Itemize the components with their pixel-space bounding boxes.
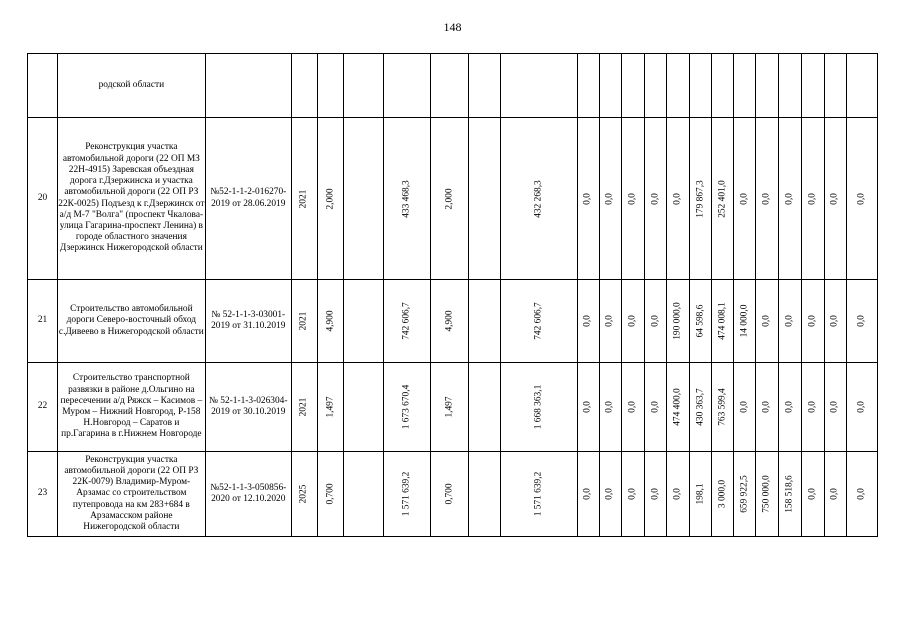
year-value [712,280,734,363]
year-value [667,280,690,363]
commissioning-year [291,280,317,363]
expertise-document: №52-1-1-3-050856-2020 от 12.10.2020 [205,452,291,537]
year-value-text: 0,0 [761,192,772,205]
year-value [667,363,690,452]
year-value-text: 0,0 [784,192,795,205]
year-value [690,280,712,363]
year-value [667,452,690,537]
program-table [27,53,878,537]
row-number: 22 [28,363,58,452]
year-value-text: 474 008,1 [717,302,728,340]
year-value [599,452,621,537]
length-km-2 [431,452,469,537]
year-value-text: 0,0 [649,315,660,327]
table-row [28,118,878,280]
year-value [801,118,824,280]
year-value [690,452,712,537]
total-cost [384,363,431,452]
year-value-text: 179 867,3 [695,179,706,218]
year-value [734,452,756,537]
year-value-text: 252 401,0 [717,179,728,218]
length-km-2 [431,118,469,280]
year-value [621,118,644,280]
object-description: Строительство транспортной развязки в районе д.Ольгино на пересечении а/д Ряжск – Касимов – Муром – Нижний Новгород, Р-158 Н.Новгород – Саратов и пр.Гагарина в г.Нижнем Новгороде [58,363,206,452]
year-value [824,280,846,363]
length-km-2-text: 0,700 [444,483,455,505]
year-value [734,280,756,363]
commissioning-year [291,118,317,280]
total-cost-text: 1 673 670,4 [401,384,412,430]
year-value-text: 0,0 [627,192,638,205]
commissioning-year-text: 2021 [298,311,309,331]
length-km-2-text: 4,900 [444,310,455,332]
year-value-text: 0,0 [649,192,660,205]
financing-total [500,452,577,537]
empty-cell [344,363,384,452]
year-value-text: 198,1 [695,483,706,505]
table-row [28,363,878,452]
empty-cell [469,452,500,537]
year-value-text: 0,0 [604,401,615,413]
year-value [577,118,599,280]
year-value [734,118,756,280]
year-value-text: 0,0 [806,315,817,327]
year-value [846,363,877,452]
length-km-2 [431,280,469,363]
year-value-text: 0,0 [806,192,817,205]
total-cost [384,452,431,537]
year-value-text: 0,0 [649,488,660,500]
commissioning-year-text: 2025 [298,484,309,504]
year-value [712,118,734,280]
year-value [690,118,712,280]
financing-total-text: 742 606,7 [533,302,544,340]
year-value-text: 0,0 [582,192,593,205]
financing-total [500,118,577,280]
object-description: Реконструкция участка автомобильной дороги (22 ОП РЗ 22К-0079) Владимир-Муром-Арзамас со строительством путепровода на км 283+684 в Арзамасском районе Нижегородской области [58,452,206,537]
year-value [846,452,877,537]
year-value [801,280,824,363]
total-cost-text: 433 468,3 [401,179,412,218]
length-km [317,363,343,452]
year-value-text: 0,0 [784,315,795,327]
length-km [317,280,343,363]
empty-cell [469,280,500,363]
empty-cell [344,452,384,537]
year-value-text: 0,0 [582,488,593,500]
year-value-text: 158 518,6 [784,475,795,513]
year-value [801,363,824,452]
year-value [734,363,756,452]
empty-cell [344,280,384,363]
year-value [824,363,846,452]
year-value-text: 14 000,0 [739,304,750,338]
year-value-text: 0,0 [582,401,593,413]
expertise-document: № 52-1-1-3-03001-2019 от 31.10.2019 [205,280,291,363]
year-value [712,452,734,537]
length-km-2-text: 2,000 [444,187,455,210]
empty-cell [344,118,384,280]
year-value [645,452,667,537]
year-value-text: 0,0 [761,315,772,327]
empty-cell [469,363,500,452]
commissioning-year [291,363,317,452]
year-value-text: 0,0 [761,401,772,413]
table-row [28,452,878,537]
expertise-document: № 52-1-1-3-026304-2019 от 30.10.2019 [205,363,291,452]
expertise-document: №52-1-1-2-016270-2019 от 28.06.2019 [205,118,291,280]
year-value [756,280,779,363]
year-value-text: 0,0 [649,401,660,413]
year-value [645,280,667,363]
year-value-text: 0,0 [672,192,683,205]
financing-total-text: 1 571 639,2 [533,471,544,517]
year-value [846,280,877,363]
year-value [779,452,801,537]
total-cost-text: 1 571 639,2 [401,471,412,517]
continuation-row [28,54,878,118]
year-value-text: 0,0 [627,401,638,413]
cell-empty [28,54,58,118]
financing-total-text: 432 268,3 [533,179,544,218]
year-value-text: 0,0 [806,488,817,500]
year-value-text: 763 599,4 [717,388,728,426]
year-value [599,118,621,280]
year-value [824,118,846,280]
year-value-text: 0,0 [829,488,840,500]
year-value-text: 474 400,0 [672,388,683,426]
year-value-text: 750 000,0 [761,475,772,513]
table-row [28,280,878,363]
year-value [824,452,846,537]
year-value-text: 0,0 [604,192,615,205]
length-km-2-text: 1,497 [444,396,455,418]
year-value-text: 0,0 [627,315,638,327]
page-number: 148 [443,20,462,34]
row-number: 20 [28,118,58,280]
year-value-text: 0,0 [604,488,615,500]
row-number: 23 [28,452,58,537]
object-description: Строительство автомобильной дороги Северо-восточный обход с.Дивеево в Нижегородской области [58,280,206,363]
year-value-text: 0,0 [784,401,795,413]
year-value-text: 0,0 [856,192,867,205]
year-value [756,363,779,452]
commissioning-year-text: 2021 [298,189,309,208]
year-value [645,118,667,280]
year-value [690,363,712,452]
year-value [621,280,644,363]
year-value-text: 0,0 [806,401,817,413]
year-value [667,118,690,280]
financing-total-text: 1 668 363,1 [533,384,544,430]
length-km-text: 1,497 [324,396,335,418]
year-value [577,280,599,363]
empty-cell [469,118,500,280]
year-value-text: 0,0 [672,488,683,500]
year-value [599,363,621,452]
row-number: 21 [28,280,58,363]
year-value [846,118,877,280]
year-value [577,363,599,452]
year-value-text: 0,0 [739,401,750,413]
year-value [599,280,621,363]
year-value [779,118,801,280]
year-value [712,363,734,452]
year-value-text: 0,0 [829,401,840,413]
year-value-text: 190 000,0 [672,302,683,340]
commissioning-year [291,452,317,537]
object-description: Реконструкция участка автомобильной дороги (22 ОП МЗ 22Н-4915) Заревская объездная дорога г.Дзержинска и участка автомобильной дороги (22 ОП РЗ 22К-0025) Подъезд к г.Дзержинск от а/д М-7 "Волга" (проспект Чкалова-улица Гагарина-проспект Ленина) в городе областного значения Дзержинск Нижегородской области [58,118,206,280]
year-value [645,363,667,452]
year-value [756,118,779,280]
length-km-text: 2,000 [324,187,335,210]
total-cost [384,280,431,363]
year-value [577,452,599,537]
year-value-text: 0,0 [856,488,867,500]
continuation-text: родской области [58,54,206,118]
length-km-text: 4,900 [324,310,335,332]
year-value-text: 430 363,7 [695,388,706,426]
year-value-text: 0,0 [582,315,593,327]
year-value [756,452,779,537]
total-cost [384,118,431,280]
year-value-text: 0,0 [739,192,750,205]
length-km [317,118,343,280]
year-value-text: 0,0 [604,315,615,327]
year-value-text: 0,0 [829,192,840,205]
commissioning-year-text: 2021 [298,397,309,417]
year-value-text: 0,0 [829,315,840,327]
year-value-text: 0,0 [856,401,867,413]
year-value-text: 64 598,6 [695,304,706,338]
year-value-text: 659 922,5 [739,475,750,513]
year-value [779,363,801,452]
total-cost-text: 742 606,7 [401,302,412,340]
year-value-text: 3 000,0 [717,479,728,509]
year-value [621,363,644,452]
year-value [779,280,801,363]
length-km-text: 0,700 [324,483,335,505]
year-value [621,452,644,537]
length-km-2 [431,363,469,452]
year-value-text: 0,0 [627,488,638,500]
length-km [317,452,343,537]
financing-total [500,363,577,452]
year-value-text: 0,0 [856,315,867,327]
financing-total [500,280,577,363]
year-value [801,452,824,537]
